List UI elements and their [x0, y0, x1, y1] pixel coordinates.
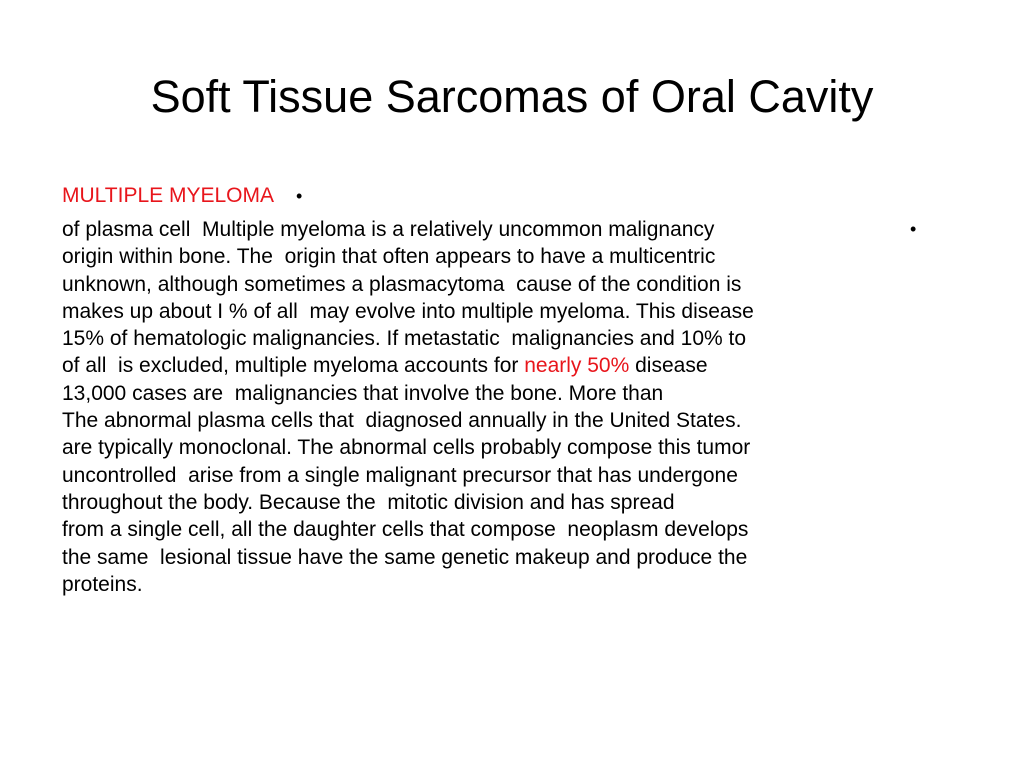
section-heading	[62, 182, 302, 210]
slide-title: Soft Tissue Sarcomas of Oral Cavity	[150, 71, 874, 122]
body-line	[62, 216, 942, 243]
bullet-icon: •	[910, 219, 917, 239]
bullet-icon: •	[296, 186, 303, 206]
body-line: The abnormal plasma cells that diagnosed annually in the United States.	[62, 409, 742, 433]
body-line: the same lesional tissue have the same genetic makeup and produce the	[62, 545, 748, 569]
body-text	[62, 216, 942, 598]
body-line	[62, 352, 942, 379]
body-line: proteins.	[62, 572, 143, 596]
body-line: throughout the body. Because the mitotic division and has spread	[62, 490, 675, 514]
body-line: uncontrolled arise from a single malignant precursor that has undergone	[62, 463, 738, 487]
line-text: of all is excluded, multiple myeloma accounts for	[62, 354, 525, 378]
body-line: unknown, although sometimes a plasmacytoma cause of the condition is	[62, 272, 742, 296]
heading-text: MULTIPLE MYELOMA	[62, 184, 274, 207]
body-line: are typically monoclonal. The abnormal cells probably compose this tumor	[62, 436, 751, 460]
line-text-tail: disease	[629, 354, 708, 378]
body-line: 15% of hematologic malignancies. If metastatic malignancies and 10% to	[62, 327, 747, 351]
body-line: origin within bone. The origin that often appears to have a multicentric	[62, 245, 716, 269]
body-line: 13,000 cases are malignancies that involve the bone. More than	[62, 381, 664, 405]
line-text: of plasma cell Multiple myeloma is a relatively uncommon malignancy	[62, 218, 715, 241]
body-line: makes up about I % of all may evolve into multiple myeloma. This disease	[62, 299, 754, 323]
body-line: from a single cell, all the daughter cells that compose neoplasm develops	[62, 518, 749, 542]
highlight-text: nearly 50%	[524, 354, 630, 378]
